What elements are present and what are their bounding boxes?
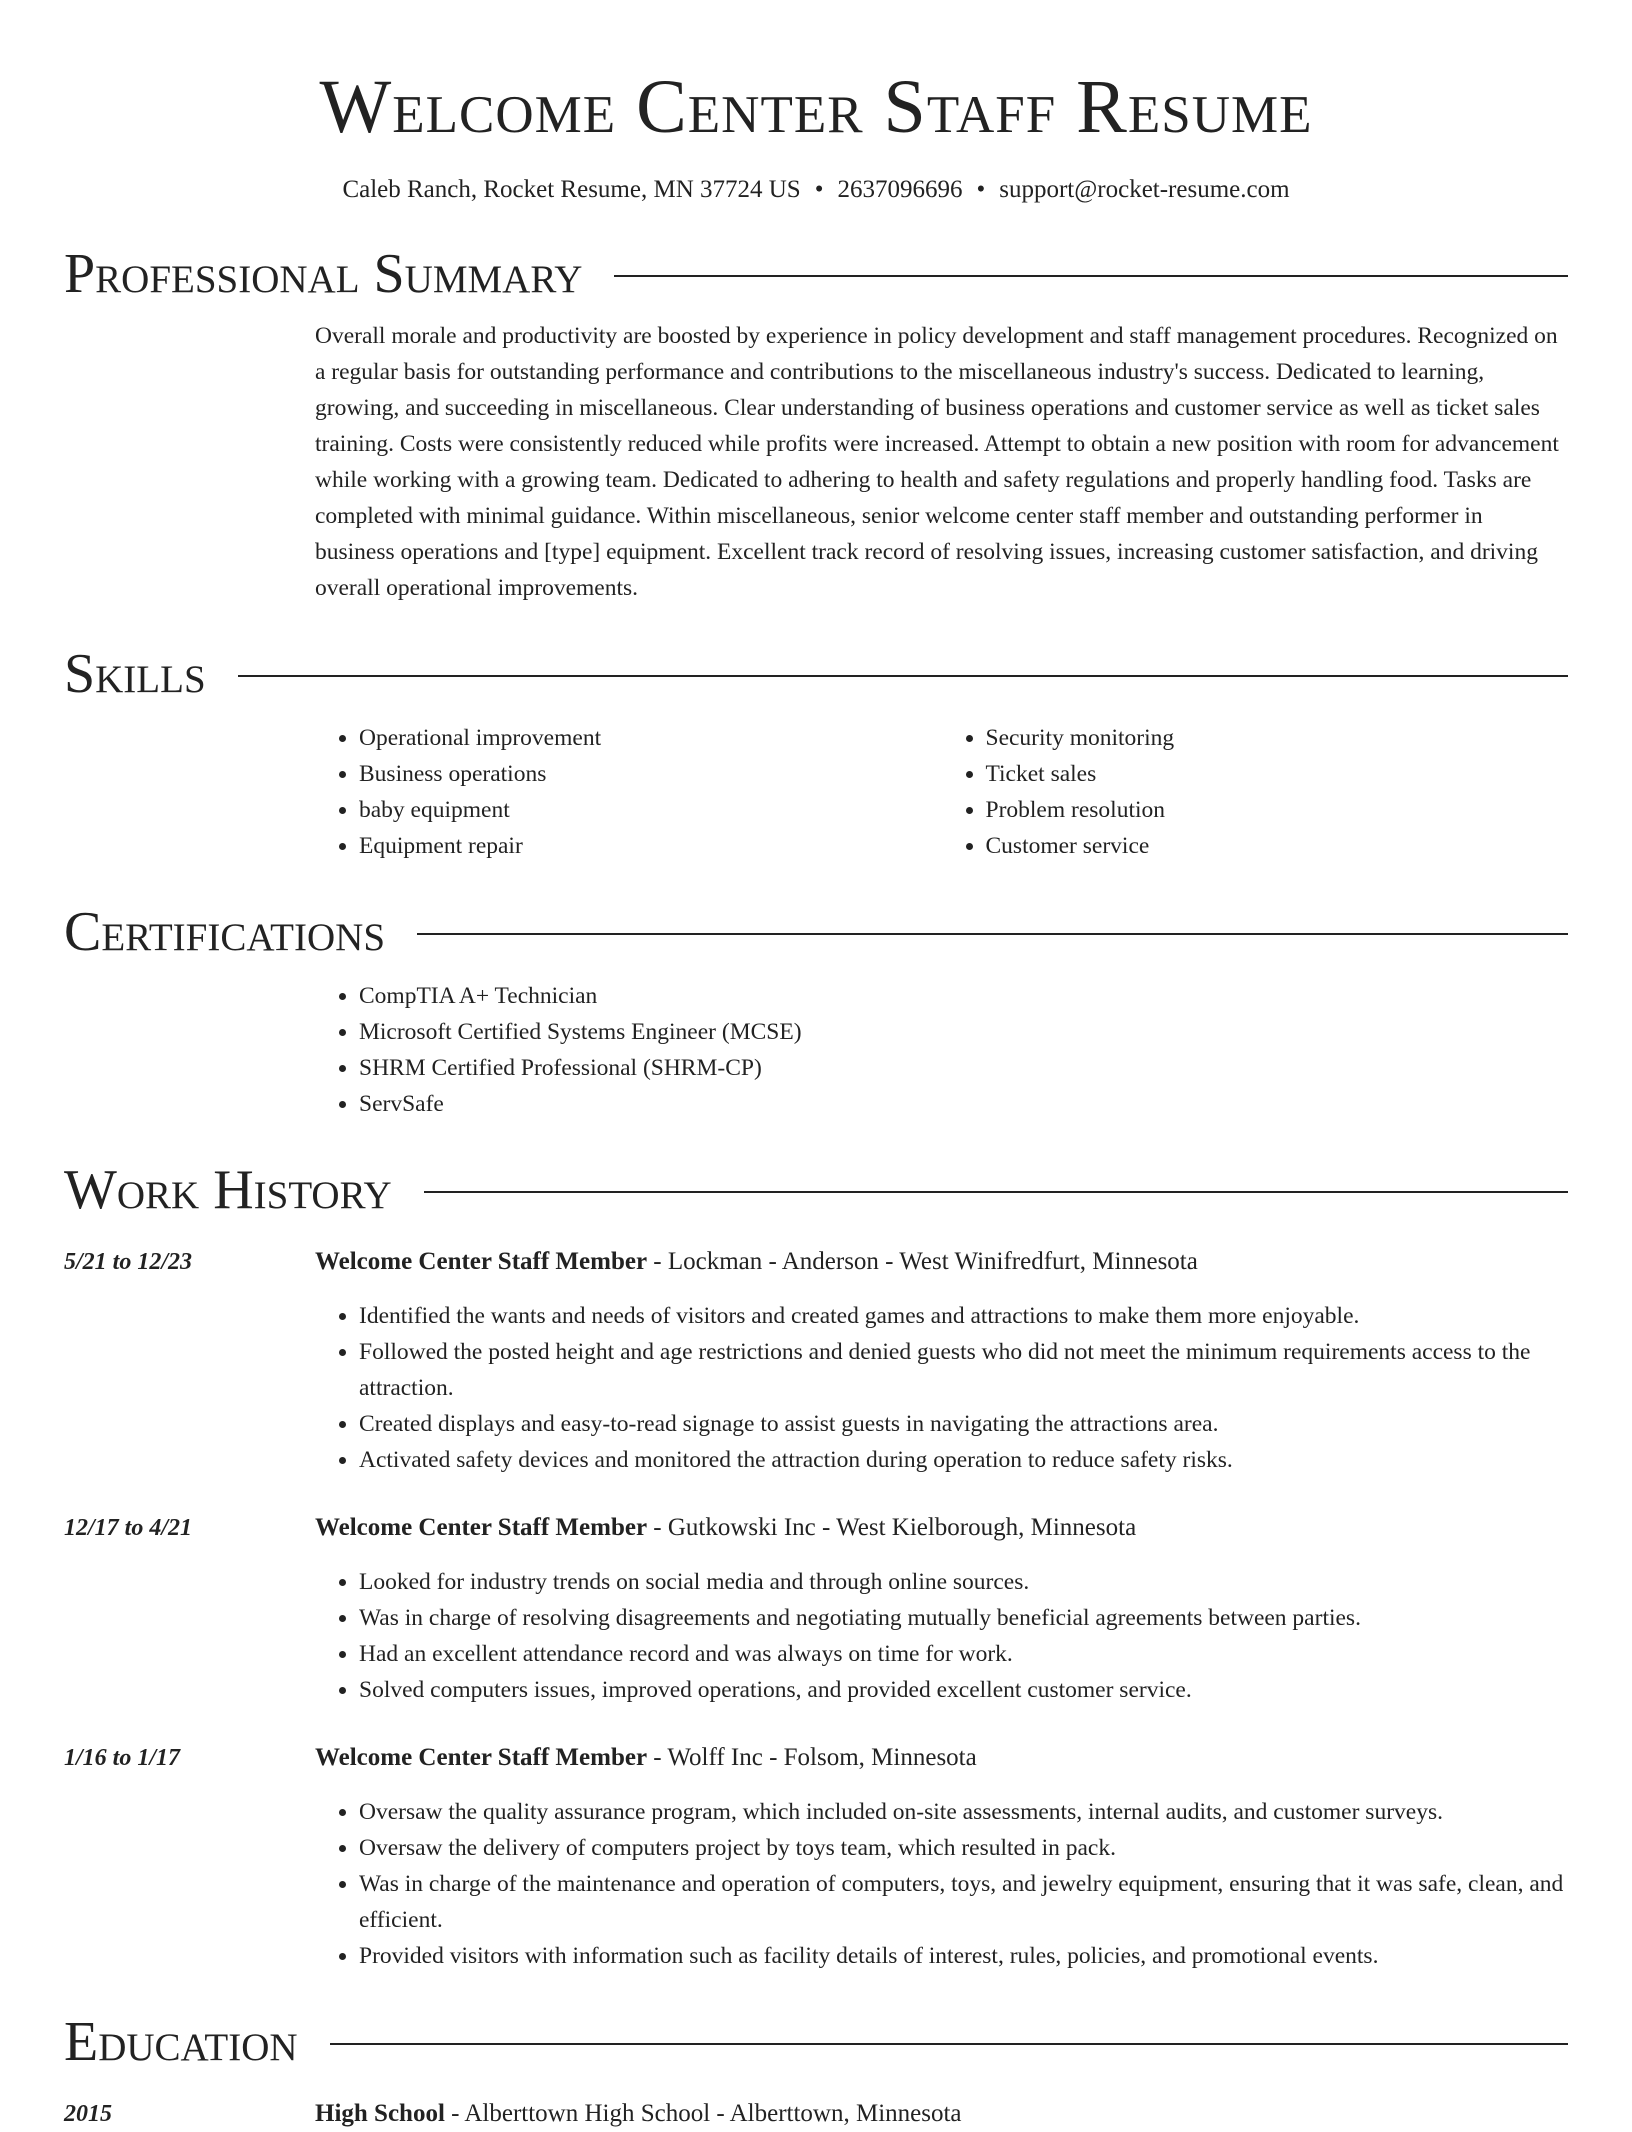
summary-section-header	[64, 242, 1568, 306]
education-school: - Alberttown High School - Alberttown, Minnesota	[444, 2100, 962, 2127]
summary-heading: Professional Summary	[64, 243, 583, 305]
job-bullet: • Identified the wants and needs of visitors and created games and attractions to make them more enjoyable.	[359, 1298, 1568, 1334]
education-heading: Education	[64, 2011, 298, 2073]
skill-item: • Ticket sales	[986, 756, 1569, 792]
contact-email[interactable]: support@rocket-resume.com	[999, 176, 1290, 203]
job-bullet: • Followed the posted height and age restrictions and denied guests who did not meet the minimum requirements access to the attraction.	[359, 1334, 1568, 1406]
section-divider	[614, 275, 1568, 277]
education-date: 2015	[64, 2101, 112, 2127]
job-bullet: • Solved computers issues, improved operations, and provided excellent customer service.	[359, 1672, 1568, 1708]
education-header	[315, 2096, 1568, 2132]
certifications-list	[315, 978, 1568, 1122]
job-bullet: • Oversaw the delivery of computers project by toys team, which resulted in pack.	[359, 1830, 1568, 1866]
section-divider	[424, 1191, 1568, 1193]
skill-item: • Customer service	[986, 828, 1569, 864]
job-bullets	[315, 1794, 1568, 1974]
job-bullet: • Was in charge of the maintenance and operation of computers, toys, and jewelry equipment, ensuring that it was safe, clean, and efficient.	[359, 1866, 1568, 1938]
skill-item: • Business operations	[359, 756, 942, 792]
certification-item: • ServSafe	[359, 1086, 1568, 1122]
skill-item: • Problem resolution	[986, 792, 1569, 828]
certification-item: • CompTIA A+ Technician	[359, 978, 1568, 1014]
job-employer: - Wolff Inc - Folsom, Minnesota	[647, 1744, 977, 1771]
section-divider	[417, 933, 1568, 935]
skill-item: • baby equipment	[359, 792, 942, 828]
contact-address: Caleb Ranch, Rocket Resume, MN 37724 US	[342, 176, 801, 203]
work-history-heading: Work History	[64, 1159, 392, 1221]
resume-page	[64, 0, 1568, 2132]
section-divider	[238, 675, 1568, 677]
job-role: Welcome Center Staff Member	[315, 1514, 648, 1541]
education-degree: High School	[315, 2100, 445, 2127]
job-bullet: • Looked for industry trends on social media and through online sources.	[359, 1564, 1568, 1600]
job-bullet: • Oversaw the quality assurance program, which included on-site assessments, internal audits, and customer surveys.	[359, 1794, 1568, 1830]
certification-item: • SHRM Certified Professional (SHRM-CP)	[359, 1050, 1568, 1086]
summary-text: Overall morale and productivity are boosted by experience in policy development and staff management procedures. Recognized on a regular basis for outstanding performance and contributions to the miscellaneous industry's success. Dedicated to learning, growing, and succeeding in miscellaneous. Clear understanding of business operations and customer service as well as ticket sales training. Costs were consistently reduced while profits were increased. Attempt to obtain a new position with room for advancement while working with a growing team. Dedicated to adhering to health and safety regulations and properly handling food. Tasks are completed with minimal guidance. Within miscellaneous, senior welcome center staff member and outstanding performer in business operations and [type] equipment. Excellent track record of resolving issues, increasing customer satisfaction, and driving overall operational improvements.	[315, 323, 1559, 601]
job-bullet: • Provided visitors with information such as facility details of interest, rules, policies, and promotional events.	[359, 1938, 1568, 1974]
job-dates: 5/21 to 12/23	[64, 1249, 193, 1275]
contact-line	[64, 174, 1568, 206]
skills-column-left	[315, 720, 942, 864]
job-entry	[64, 1740, 1568, 1974]
certifications-heading: Certifications	[64, 901, 386, 963]
certifications-section-header	[64, 900, 1568, 964]
certification-item: • Microsoft Certified Systems Engineer (MCSE)	[359, 1014, 1568, 1050]
job-bullet: • Was in charge of resolving disagreements and negotiating mutually beneficial agreements between parties.	[359, 1600, 1568, 1636]
job-employer: - Gutkowski Inc - West Kielborough, Minnesota	[647, 1514, 1137, 1541]
contact-separator: •	[976, 176, 986, 203]
job-entry	[64, 1510, 1568, 1708]
job-bullet: • Had an excellent attendance record and was always on time for work.	[359, 1636, 1568, 1672]
job-entry	[64, 1244, 1568, 1478]
job-header	[315, 1740, 1568, 1776]
resume-title: Welcome Center Staff Resume	[319, 65, 1313, 149]
skill-item: • Equipment repair	[359, 828, 942, 864]
education-entry	[64, 2096, 1568, 2132]
skills-list	[315, 720, 1568, 864]
skills-section-header	[64, 642, 1568, 706]
job-bullet: • Activated safety devices and monitored the attraction during operation to reduce safety risks.	[359, 1442, 1568, 1478]
job-dates: 12/17 to 4/21	[64, 1515, 193, 1541]
skill-item: • Operational improvement	[359, 720, 942, 756]
education-section-header	[64, 2010, 1568, 2074]
section-divider	[330, 2043, 1568, 2045]
job-bullet: • Created displays and easy-to-read signage to assist guests in navigating the attractions area.	[359, 1406, 1568, 1442]
job-header	[315, 1510, 1568, 1546]
job-role: Welcome Center Staff Member	[315, 1248, 648, 1275]
contact-separator: •	[814, 176, 824, 203]
skills-column-right	[942, 720, 1569, 864]
job-bullets	[315, 1564, 1568, 1708]
job-employer: - Lockman - Anderson - West Winifredfurt, Minnesota	[647, 1248, 1198, 1275]
job-dates: 1/16 to 1/17	[64, 1745, 181, 1771]
job-role: Welcome Center Staff Member	[315, 1744, 648, 1771]
job-bullets	[315, 1298, 1568, 1478]
skill-item: • Security monitoring	[986, 720, 1569, 756]
work-history-section-header	[64, 1158, 1568, 1222]
skills-heading: Skills	[64, 643, 206, 705]
job-header	[315, 1244, 1568, 1280]
contact-phone: 2637096696	[837, 176, 963, 203]
